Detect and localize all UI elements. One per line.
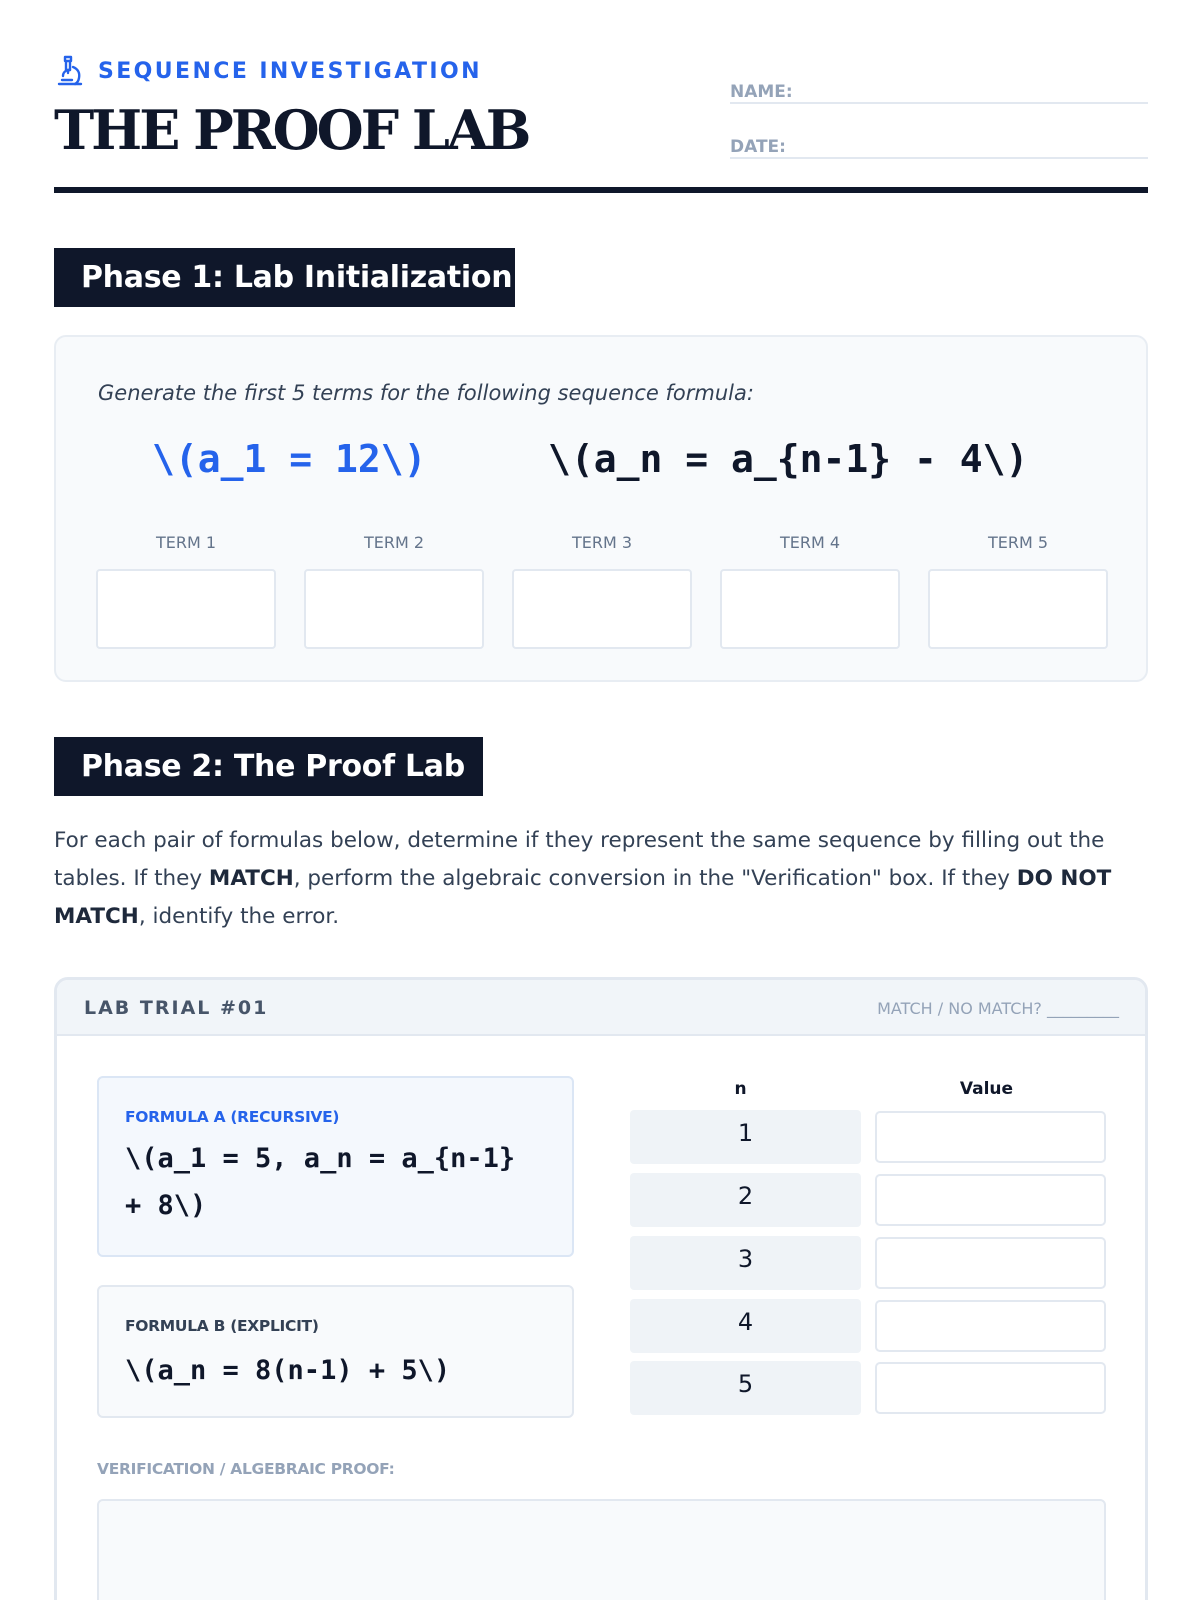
term-1 — [96, 533, 276, 649]
term-5-label: TERM 5 — [987, 533, 1049, 552]
microscope-icon — [54, 54, 84, 88]
initial-term-formula: \(a_1 = 12\) — [152, 437, 427, 481]
value-input-4[interactable] — [875, 1300, 1106, 1352]
term-2-input[interactable] — [304, 569, 484, 649]
formula-a-label: FORMULA A (RECURSIVE) — [125, 1108, 340, 1126]
formula-b-card — [97, 1285, 574, 1418]
phase1-panel — [54, 335, 1148, 682]
table-header-value: Value — [959, 1079, 1014, 1099]
term-4-label: TERM 4 — [779, 533, 841, 552]
term-3 — [512, 533, 692, 649]
intro-text-2: , perform the algebraic conversion in the "Verification" box. If they — [293, 866, 1017, 891]
header-divider — [54, 187, 1148, 193]
kicker-text: SEQUENCE INVESTIGATION — [98, 58, 482, 84]
table-header-n: n — [734, 1079, 747, 1099]
date-label: DATE: — [730, 137, 786, 157]
formula-b: \(a_n = 8(n-1) + 5\) — [125, 1355, 451, 1386]
table-row-n-5: 5 — [630, 1361, 861, 1415]
verification-box[interactable] — [97, 1499, 1106, 1600]
value-input-1[interactable] — [875, 1111, 1106, 1163]
table-row-n-1: 1 — [630, 1110, 861, 1164]
kicker — [54, 54, 482, 88]
phase2-heading: Phase 2: The Proof Lab — [54, 737, 483, 796]
phase2-instructions — [54, 822, 1148, 936]
intro-text-1: For each pair of formulas below, determine if they represent the same sequence by filling out the tables. If they — [54, 828, 1105, 891]
name-label: NAME: — [730, 82, 793, 102]
term-1-label: TERM 1 — [155, 533, 217, 552]
intro-text-3: , identify the error. — [138, 904, 340, 929]
value-input-2[interactable] — [875, 1174, 1106, 1226]
phase1-heading: Phase 1: Lab Initialization — [54, 248, 515, 307]
term-4 — [720, 533, 900, 649]
value-input-5[interactable] — [875, 1362, 1106, 1414]
name-field[interactable] — [730, 68, 1148, 104]
intro-match: MATCH — [208, 866, 294, 891]
term-3-label: TERM 3 — [571, 533, 633, 552]
page-title: THE PROOF LAB — [54, 98, 529, 162]
table-row-n-3: 3 — [630, 1236, 861, 1290]
term-5 — [928, 533, 1108, 649]
term-2 — [304, 533, 484, 649]
term-1-input[interactable] — [96, 569, 276, 649]
value-input-3[interactable] — [875, 1237, 1106, 1289]
table-row-n-4: 4 — [630, 1299, 861, 1353]
intro-no-match: DO NOT MATCH — [54, 866, 1112, 929]
verification-label: VERIFICATION / ALGEBRAIC PROOF: — [97, 1460, 395, 1478]
date-field[interactable] — [730, 123, 1148, 159]
lab-trial-header — [57, 980, 1145, 1036]
formula-a-card — [97, 1076, 574, 1257]
term-5-input[interactable] — [928, 569, 1108, 649]
term-3-input[interactable] — [512, 569, 692, 649]
lab-trial-title: LAB TRIAL #01 — [84, 997, 269, 1019]
term-4-input[interactable] — [720, 569, 900, 649]
match-prompt[interactable]: MATCH / NO MATCH? _________ — [877, 999, 1119, 1018]
phase1-instruction: Generate the first 5 terms for the following sequence formula: — [98, 381, 754, 405]
term-2-label: TERM 2 — [363, 533, 425, 552]
formula-b-label: FORMULA B (EXPLICIT) — [125, 1317, 319, 1335]
lab-trial-card — [54, 977, 1148, 1600]
worksheet-header — [54, 50, 1148, 195]
table-row-n-2: 2 — [630, 1173, 861, 1227]
formula-a: \(a_1 = 5, a_n = a_{n-1} + 8\) — [125, 1143, 516, 1221]
recursive-formula: \(a_n = a_{n-1} - 4\) — [548, 437, 1029, 481]
